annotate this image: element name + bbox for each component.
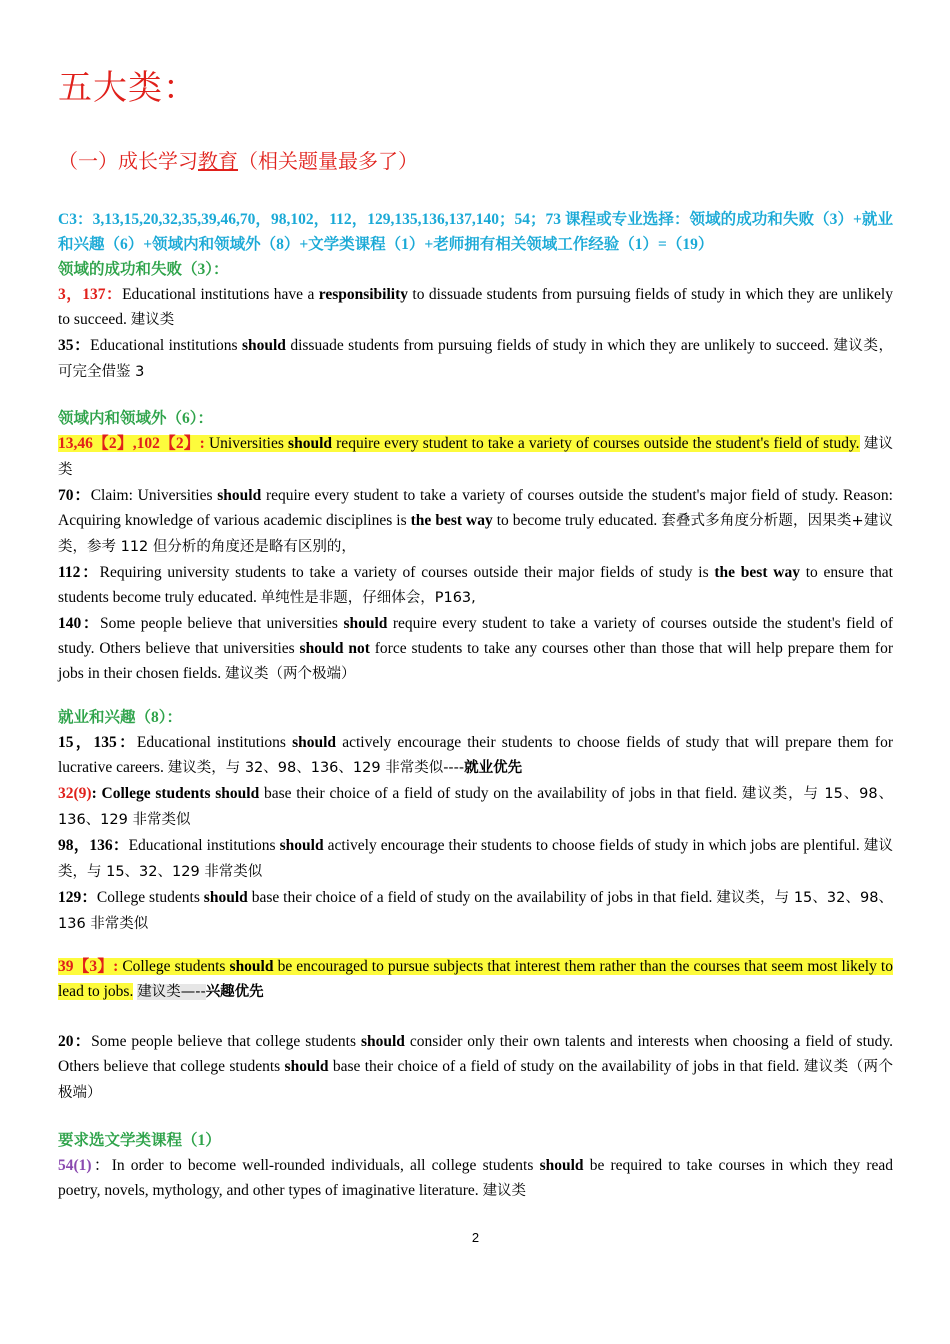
page-number: 2 [471, 1230, 480, 1245]
item-20-block [58, 1029, 893, 1106]
item-3-137: 3，137：Educational institutions have a responsibility to dissuade students from pursuing fields of study in which they are unlikely to succeed. 建议类 [58, 286, 893, 328]
item-39: 39【3】: College students should be encouraged to pursue subjects that interest them rather than the courses that seem most likely to lead to jobs. 建议类—--兴趣优先 [58, 958, 893, 1000]
group2-heading: 领域内和领域外（6）： [58, 410, 214, 427]
item-70: 70：Claim: Universities should require every student to take a variety of courses outside the student's major field of study. Reason: Acquiring knowledge of various academic disciplines is the best way to become truly educated. 套叠式多角度分析题，因果类+建议类，参考 112 但分析的角度还是略有区别的， [58, 487, 893, 555]
item-39-block [58, 954, 893, 1005]
group4-block [58, 1128, 893, 1204]
item-32: 32(9): College students should base their choice of a field of study on the availability of jobs in that field. 建议类，与 15、98、136、129 非常类似 [58, 785, 894, 828]
item-13-46-102: 13,46【2】,102【2】: Universities should require every student to take a variety of courses outside the student's field of study. 建议类 [58, 435, 893, 478]
group3-heading: 就业和兴趣（8）： [58, 709, 183, 726]
group4-heading: 要求选文学类课程（1） [58, 1132, 221, 1149]
group3-block [58, 705, 893, 937]
section-heading: （一）成长学习教育（相关题量最多了） [58, 149, 418, 173]
item-15-135: 15，135：Educational institutions should actively encourage their students to choose fields of study that will prepare them for lucrative careers. 建议类，与 32、98、136、129 非常类似----就业优先 [58, 734, 893, 776]
intro-block [58, 207, 893, 385]
item-20: 20：Some people believe that college students should consider only their own talents and interests when choosing a field of study. Others believe that college students should base their choice of a field of study on the availability of jobs in that field. 建议类（两个极端） [58, 1033, 894, 1101]
item-112: 112：Requiring university students to take a variety of courses outside their major fields of study is the best way to ensure that students become truly educated. 单纯性是非题，仔细体会，P163, [58, 564, 893, 606]
item-54: 54(1)：In order to become well-rounded individuals, all college students should be required to take courses in which they read poetry, novels, mythology, and other types of imaginative literature. 建议类 [58, 1157, 893, 1199]
intro-line: C3：3,13,15,20,32,35,39,46,70，98,102，112，129,135,136,137,140；54；73 课程或专业选择：领域的成功和失败（3）+就业和兴趣（6）+领域内和领域外（8）+文学类课程（1）+老师拥有相关领域工作经验（1）=（19） [58, 211, 893, 253]
item-140: 140：Some people believe that universities should require every student to take a variety of courses outside the student's field of study. Others believe that universities should not force students to take any courses other than those that will help prepare them for jobs in their chosen fields. 建议类（两个极端） [58, 615, 893, 682]
group2-block [58, 406, 893, 687]
page-title: 五大类： [58, 68, 198, 108]
item-129: 129：College students should base their choice of a field of study on the availability of jobs in that field. 建议类，与 15、32、98、136 非常类似 [58, 889, 894, 932]
item-35: 35：Educational institutions should dissuade students from pursuing fields of study in which they are unlikely to succeed. 建议类，可完全借鉴 3 [58, 337, 894, 380]
item-98-136: 98，136：Educational institutions should actively encourage their students to choose fields of study in which jobs are plentiful. 建议类，与 15、32、129 非常类似 [58, 837, 893, 880]
group1-heading: 领域的成功和失败（3）： [58, 261, 229, 278]
